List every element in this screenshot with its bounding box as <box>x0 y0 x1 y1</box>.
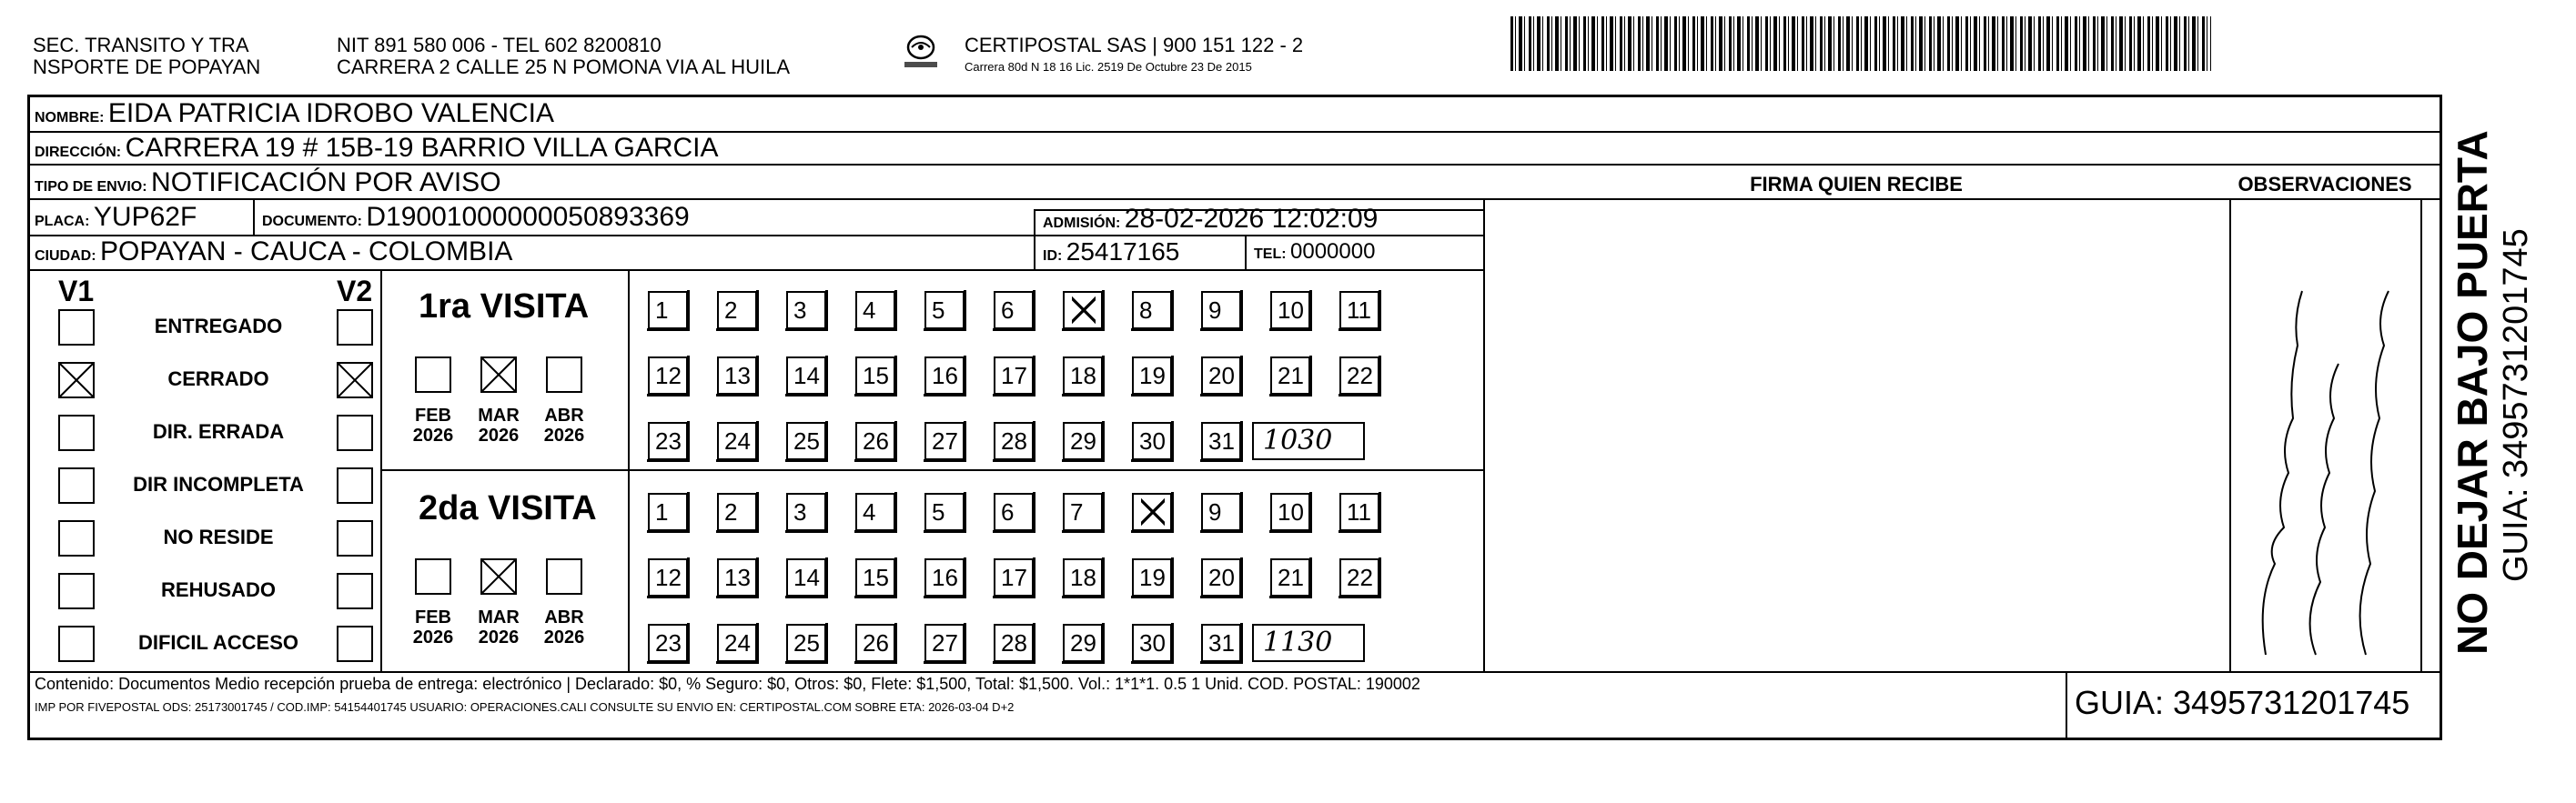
handwritten-time: 1130 <box>1252 624 1365 662</box>
day-box[interactable]: 13 <box>717 558 757 597</box>
day-box[interactable]: 30 <box>1132 422 1172 460</box>
month-label <box>537 607 591 647</box>
day-box[interactable]: 16 <box>924 356 965 395</box>
day-box[interactable]: 26 <box>855 624 895 662</box>
status-option-label: ENTREGADO <box>154 315 283 337</box>
admision-label: ADMISIÓN: <box>1043 216 1121 231</box>
day-box[interactable]: 31 <box>1201 624 1241 662</box>
day-box[interactable]: 15 <box>855 356 895 395</box>
month-name: MAR <box>478 406 520 426</box>
day-box[interactable]: 4 <box>855 493 895 531</box>
day-box[interactable]: 29 <box>1063 422 1103 460</box>
col-divider <box>2420 198 2422 671</box>
status-option-label: CERRADO <box>167 367 269 390</box>
day-box[interactable]: 23 <box>648 624 688 662</box>
direccion-value: CARRERA 19 # 15B-19 BARRIO VILLA GARCIA <box>125 133 719 163</box>
day-box[interactable]: 7 <box>1063 493 1103 531</box>
day-box[interactable]: 20 <box>1201 356 1241 395</box>
day-box[interactable]: 30 <box>1132 624 1172 662</box>
v1-checkbox[interactable] <box>58 309 95 346</box>
id-value: 25417165 <box>1066 237 1180 266</box>
v2-checkbox[interactable] <box>337 626 373 662</box>
day-box[interactable]: 3 <box>786 291 826 329</box>
placa-value: YUP62F <box>93 202 197 232</box>
col-divider <box>2066 671 2067 740</box>
day-box[interactable] <box>1063 291 1103 329</box>
day-box[interactable]: 6 <box>994 291 1034 329</box>
day-box[interactable]: 21 <box>1270 356 1310 395</box>
v2-label: V2 <box>337 275 373 307</box>
day-box[interactable]: 24 <box>717 422 757 460</box>
admision-field <box>1043 206 1378 237</box>
status-option-label: REHUSADO <box>161 578 276 601</box>
placa-field <box>35 204 197 236</box>
day-box[interactable]: 6 <box>994 493 1034 531</box>
id-label: ID: <box>1043 248 1063 264</box>
tipo-label: TIPO DE ENVIO: <box>35 179 147 195</box>
observaciones-header: OBSERVACIONES <box>2238 173 2412 196</box>
documento-label: DOCUMENTO: <box>262 214 362 229</box>
tipo-value: NOTIFICACIÓN POR AVISO <box>151 167 501 197</box>
day-box[interactable]: 14 <box>786 558 826 597</box>
month-name: FEB <box>415 607 451 627</box>
id-field <box>1043 238 1179 270</box>
status-option-label: DIR. ERRADA <box>152 420 285 443</box>
month-name: ABR <box>544 607 584 627</box>
day-box[interactable]: 18 <box>1063 356 1103 395</box>
day-box[interactable]: 15 <box>855 558 895 597</box>
footer-line1: Contenido: Documentos Medio recepción prueba de entrega: electrónico | Declarado: $0, % Seguro: $0, Otros: $0, Flete: $1,500, Total: $1,500. Vol.: 1*1*1. 0.5 1 Unid. COD. POSTAL: 190002 <box>35 675 1420 693</box>
nombre-row <box>35 100 554 132</box>
status-option-label: DIFICIL ACCESO <box>137 631 298 654</box>
tel-label: TEL: <box>1254 246 1287 262</box>
carrier-address: Carrera 80d N 18 16 Lic. 2519 De Octubre 23 De 2015 <box>965 60 1252 74</box>
day-box[interactable]: 14 <box>786 356 826 395</box>
month-checkbox[interactable] <box>480 558 517 595</box>
footer-line2: IMP POR FIVEPOSTAL ODS: 25173001745 / COD.IMP: 54154401745 USUARIO: OPERACIONES.CALI CONSULTE SU ENVIO EN: CERTIPOSTAL.COM SOBRE ETA: 2026-03-04 D+2 <box>35 700 1015 714</box>
v1-checkbox[interactable] <box>58 362 95 398</box>
day-box[interactable]: 25 <box>786 422 826 460</box>
v1-checkbox[interactable] <box>58 573 95 609</box>
month-checkbox[interactable] <box>546 558 582 595</box>
v2-checkbox[interactable] <box>337 467 373 504</box>
direccion-row <box>35 135 719 166</box>
v1-checkbox[interactable] <box>58 626 95 662</box>
day-box[interactable]: 11 <box>1339 291 1379 329</box>
v1-checkbox[interactable] <box>58 467 95 504</box>
month-year: 2026 <box>478 627 520 647</box>
day-box[interactable]: 27 <box>924 624 965 662</box>
v1-label: V1 <box>58 275 95 307</box>
day-box[interactable]: 10 <box>1270 291 1310 329</box>
barcode <box>1510 16 2211 71</box>
direccion-label: DIRECCIÓN: <box>35 145 122 160</box>
day-box[interactable]: 2 <box>717 493 757 531</box>
day-box[interactable]: 11 <box>1339 493 1379 531</box>
day-box[interactable]: 27 <box>924 422 965 460</box>
day-box[interactable]: 25 <box>786 624 826 662</box>
carrier-logo <box>901 33 941 73</box>
day-box[interactable]: 19 <box>1132 356 1172 395</box>
v2-checkbox[interactable] <box>337 520 373 557</box>
day-box[interactable]: 29 <box>1063 624 1103 662</box>
month-label <box>471 406 526 446</box>
day-box[interactable]: 26 <box>855 422 895 460</box>
v1-checkbox[interactable] <box>58 520 95 557</box>
day-box[interactable]: 31 <box>1201 422 1241 460</box>
tel-field <box>1254 238 1375 268</box>
month-label <box>471 607 526 647</box>
month-checkbox[interactable] <box>480 356 517 393</box>
month-name: ABR <box>544 406 584 426</box>
day-box[interactable]: 17 <box>994 356 1034 395</box>
month-year: 2026 <box>412 627 454 647</box>
v2-checkbox[interactable] <box>337 415 373 451</box>
day-box[interactable]: 19 <box>1132 558 1172 597</box>
side-guia: GUIA: 3495731201745 <box>2497 228 2535 582</box>
footer-divider <box>27 671 2442 673</box>
day-box[interactable]: 9 <box>1201 493 1241 531</box>
sender-address: CARRERA 2 CALLE 25 N POMONA VIA AL HUILA <box>337 55 791 78</box>
day-box[interactable]: 20 <box>1201 558 1241 597</box>
visit-divider <box>380 469 1483 471</box>
day-box[interactable]: 5 <box>924 493 965 531</box>
month-year: 2026 <box>478 426 520 446</box>
ciudad-field <box>35 238 512 270</box>
visit-title: 2da VISITA <box>419 489 597 527</box>
month-checkbox[interactable] <box>415 356 451 393</box>
day-box[interactable]: 22 <box>1339 356 1379 395</box>
v1-checkbox[interactable] <box>58 415 95 451</box>
day-box[interactable]: 24 <box>717 624 757 662</box>
admision-value: 28-02-2026 12:02:09 <box>1124 204 1379 234</box>
day-box[interactable]: 16 <box>924 558 965 597</box>
month-year: 2026 <box>543 426 585 446</box>
ciudad-value: POPAYAN - CAUCA - COLOMBIA <box>100 236 513 266</box>
v2-checkbox[interactable] <box>337 362 373 398</box>
carrier-name: CERTIPOSTAL SAS | 900 151 122 - 2 <box>965 34 1304 56</box>
month-label <box>406 406 460 446</box>
handwritten-time: 1030 <box>1252 422 1365 460</box>
cell-divider <box>253 198 255 235</box>
tipo-row <box>35 169 501 201</box>
month-label <box>406 607 460 647</box>
day-box[interactable]: 5 <box>924 291 965 329</box>
day-box[interactable]: 13 <box>717 356 757 395</box>
day-box[interactable]: 12 <box>648 356 688 395</box>
observaciones-handwriting <box>2238 273 2411 664</box>
visit-title: 1ra VISITA <box>419 287 590 326</box>
col-divider <box>1483 198 1485 671</box>
sender-line1: SEC. TRANSITO Y TRA <box>33 34 249 56</box>
status-option-label: NO RESIDE <box>163 526 274 548</box>
month-checkbox[interactable] <box>546 356 582 393</box>
day-box[interactable]: 17 <box>994 558 1034 597</box>
day-box[interactable]: 22 <box>1339 558 1379 597</box>
day-box[interactable]: 28 <box>994 624 1034 662</box>
placa-label: PLACA: <box>35 214 90 229</box>
side-warning: NO DEJAR BAJO PUERTA <box>2449 130 2496 655</box>
tel-value: 0000000 <box>1290 239 1376 264</box>
day-box[interactable]: 4 <box>855 291 895 329</box>
ciudad-label: CIUDAD: <box>35 248 96 264</box>
day-box[interactable]: 28 <box>994 422 1034 460</box>
day-box[interactable] <box>1132 493 1172 531</box>
documento-value: D19001000000050893369 <box>366 202 690 232</box>
documento-field <box>262 204 690 236</box>
month-year: 2026 <box>412 426 454 446</box>
sender-line2: NSPORTE DE POPAYAN <box>33 55 261 78</box>
day-box[interactable]: 10 <box>1270 493 1310 531</box>
nombre-value: EIDA PATRICIA IDROBO VALENCIA <box>107 98 555 128</box>
day-box[interactable]: 8 <box>1132 291 1172 329</box>
v2-checkbox[interactable] <box>337 573 373 609</box>
nit-line: NIT 891 580 006 - TEL 602 8200810 <box>337 34 662 56</box>
day-box[interactable]: 3 <box>786 493 826 531</box>
day-box[interactable]: 1 <box>648 291 688 329</box>
cell-divider <box>1034 209 1035 269</box>
footer-guia: GUIA: 3495731201745 <box>2075 684 2410 721</box>
month-label <box>537 406 591 446</box>
day-box[interactable]: 12 <box>648 558 688 597</box>
month-year: 2026 <box>543 627 585 647</box>
col-divider <box>2229 198 2231 671</box>
month-name: MAR <box>478 607 520 627</box>
cell-divider <box>1245 235 1247 269</box>
v2-checkbox[interactable] <box>337 309 373 346</box>
status-option-label: DIR INCOMPLETA <box>133 473 304 496</box>
day-box[interactable]: 9 <box>1201 291 1241 329</box>
month-name: FEB <box>415 406 451 426</box>
day-box[interactable]: 1 <box>648 493 688 531</box>
month-checkbox[interactable] <box>415 558 451 595</box>
nombre-label: NOMBRE: <box>35 110 105 125</box>
day-box[interactable]: 21 <box>1270 558 1310 597</box>
firma-header: FIRMA QUIEN RECIBE <box>1750 173 1963 196</box>
day-box[interactable]: 2 <box>717 291 757 329</box>
day-box[interactable]: 23 <box>648 422 688 460</box>
day-box[interactable]: 18 <box>1063 558 1103 597</box>
